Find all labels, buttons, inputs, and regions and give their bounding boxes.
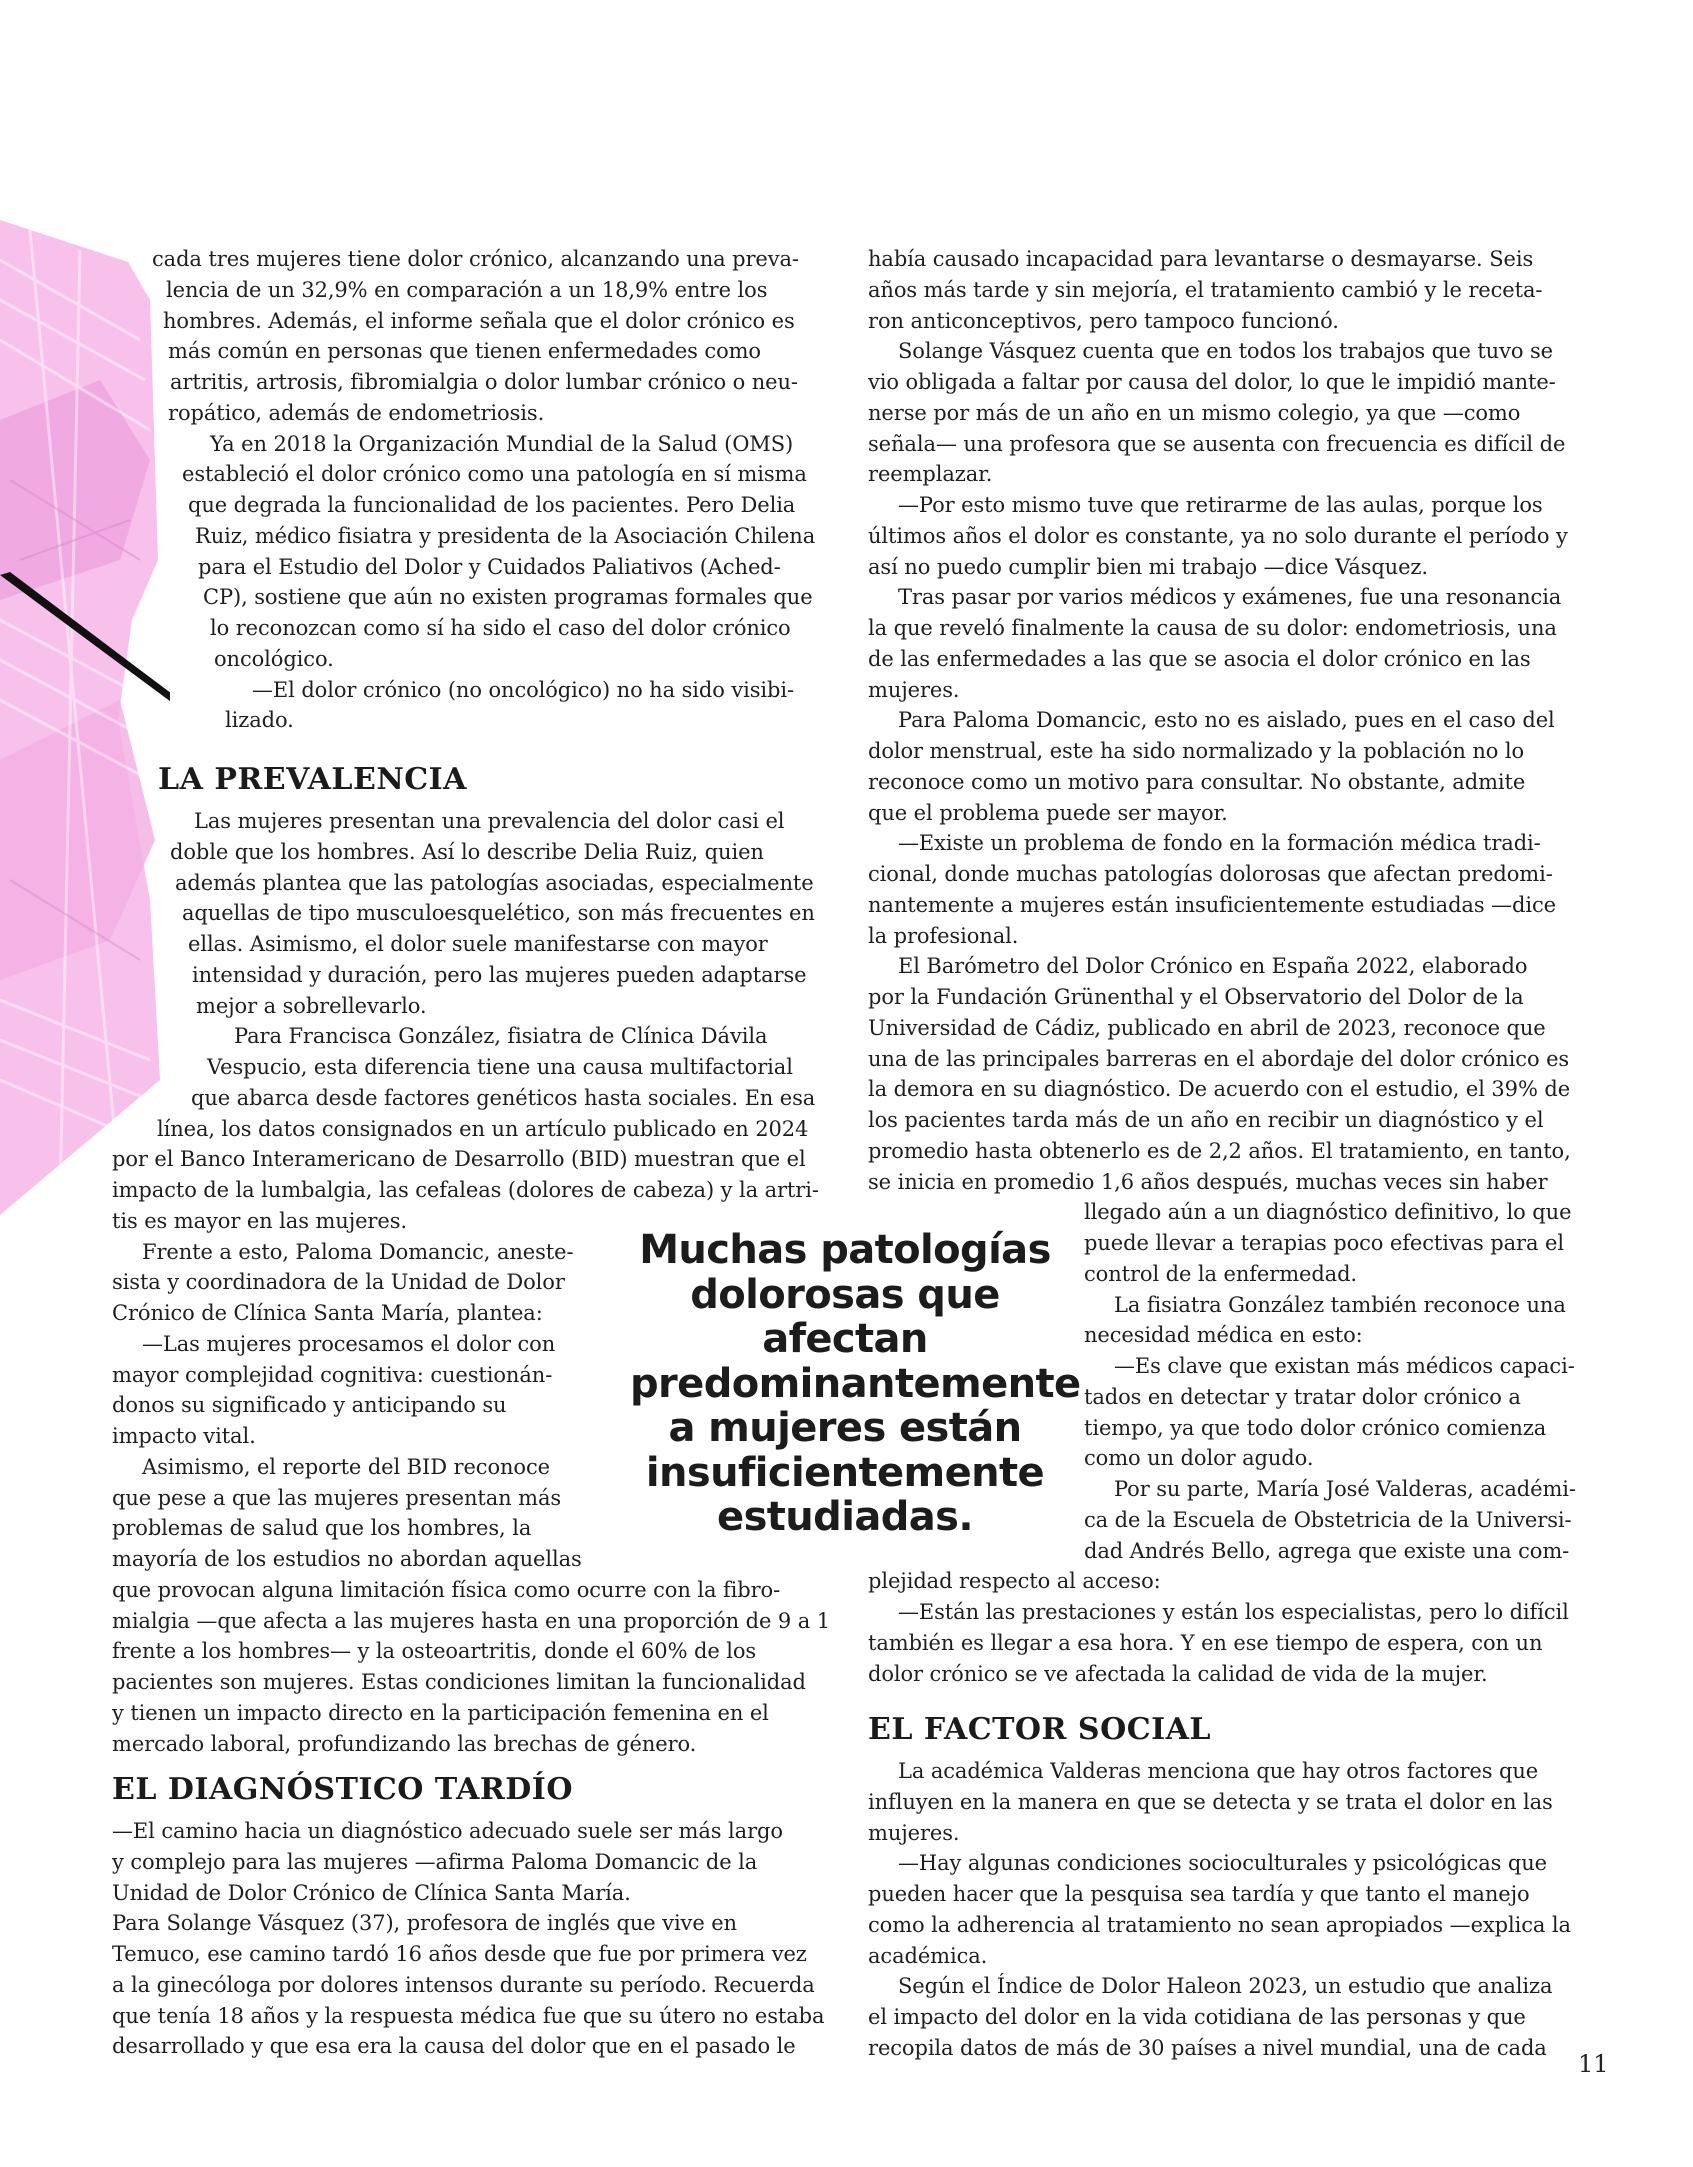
pull-quote-line: insuficientemente xyxy=(645,1449,1045,1496)
decorative-artwork xyxy=(0,0,170,1220)
heading-el-diagnostico-tardio: EL DIAGNÓSTICO TARDÍO xyxy=(112,1772,573,1807)
right-column-line: recopila datos de más de 30 países a nivel mundial, una de cada xyxy=(868,2035,1547,2060)
right-column-line: se inicia en promedio 1,6 años después, muchas veces sin haber xyxy=(868,1169,1548,1194)
right-column-line: dolor menstrual, este ha sido normalizado y la población no lo xyxy=(868,739,1525,763)
left-column-line: que degrada la funcionalidad de los pacientes. Pero Delia xyxy=(188,493,796,517)
left-column-line: cada tres mujeres tiene dolor crónico, alcanzando una preva- xyxy=(152,247,799,271)
right-column-line: la demora en su diagnóstico. De acuerdo con el estudio, el 39% de xyxy=(868,1077,1571,1102)
right-column-line: tados en detectar y tratar dolor crónico a xyxy=(1084,1384,1521,1409)
right-column-line: —Es clave que existan más médicos capaci- xyxy=(1114,1354,1575,1378)
left-column-line: —Las mujeres procesamos el dolor con xyxy=(142,1331,556,1356)
left-column-line: Frente a esto, Paloma Domancic, aneste- xyxy=(142,1239,574,1264)
right-column-line: Universidad de Cádiz, publicado en abril de 2023, reconoce que xyxy=(868,1015,1546,1040)
left-column-line: tis es mayor en las mujeres. xyxy=(112,1208,407,1233)
right-column-line: Para Paloma Domancic, esto no es aislado, pues en el caso del xyxy=(898,708,1555,733)
left-column-line: mayoría de los estudios no abordan aquellas xyxy=(112,1547,582,1571)
right-column-line: vio obligada a faltar por causa del dolor, lo que le impidió mante- xyxy=(868,370,1556,394)
right-column-line: los pacientes tarda más de un año en recibir un diagnóstico y el xyxy=(868,1108,1544,1132)
right-column-line: —Están las prestaciones y están los especialistas, pero lo difícil xyxy=(898,1600,1569,1624)
left-column-line: mercado laboral, profundizando las brechas de género. xyxy=(112,1731,697,1756)
left-column-line: Vespucio, esta diferencia tiene una causa multifactorial xyxy=(207,1055,793,1079)
left-column-line: lizado. xyxy=(225,708,294,733)
left-column-line: desarrollado y que esa era la causa del dolor que en el pasado le xyxy=(112,2034,796,2059)
heading-la-prevalencia: LA PREVALENCIA xyxy=(158,762,467,797)
right-column-line: últimos años el dolor es constante, ya no solo durante el período y xyxy=(868,523,1568,548)
left-column-line: Las mujeres presentan una prevalencia del dolor casi el xyxy=(194,809,785,833)
right-column-line: había causado incapacidad para levantarse o desmayarse. Seis xyxy=(868,247,1534,271)
pull-quote-line: predominantemente xyxy=(630,1360,1081,1407)
right-column-line: El Barómetro del Dolor Crónico en España 2022, elaborado xyxy=(898,954,1528,979)
right-column-line: mujeres. xyxy=(868,1820,960,1845)
left-column-line: a la ginecóloga por dolores intensos durante su período. Recuerda xyxy=(112,1972,815,1997)
left-column-line: Para Solange Vásquez (37), profesora de inglés que vive en xyxy=(112,1911,737,1936)
left-column-line: y tienen un impacto directo en la participación femenina en el xyxy=(112,1700,769,1725)
right-column-line: que el problema puede ser mayor. xyxy=(868,800,1228,825)
right-column-line: por la Fundación Grünenthal y el Observatorio del Dolor de la xyxy=(868,985,1524,1009)
right-column-line: Solange Vásquez cuenta que en todos los trabajos que tuvo se xyxy=(898,339,1553,364)
right-column-line: dolor crónico se ve afectada la calidad de vida de la mujer. xyxy=(868,1661,1488,1686)
left-column-line: ropático, además de endometriosis. xyxy=(168,400,545,425)
left-column-line: además plantea que las patologías asociadas, especialmente xyxy=(175,870,814,895)
right-column-line: plejidad respecto al acceso: xyxy=(868,1569,1161,1594)
right-column-line: reemplazar. xyxy=(868,462,993,487)
left-column-line: Temuco, ese camino tardó 16 años desde que fue por primera vez xyxy=(112,1942,807,1966)
right-column-line: —Hay algunas condiciones socioculturales y psicológicas que xyxy=(898,1851,1547,1876)
right-column-line: necesidad médica en esto: xyxy=(1084,1323,1363,1348)
left-column-line: doble que los hombres. Así lo describe Delia Ruiz, quien xyxy=(170,839,764,864)
right-column-line: puede llevar a terapias poco efectivas para el xyxy=(1084,1231,1564,1255)
right-column-line: cional, donde muchas patologías dolorosas que afectan predomi- xyxy=(868,862,1553,886)
left-column-line: intensidad y duración, pero las mujeres pueden adaptarse xyxy=(192,962,807,987)
pull-quote-line: dolorosas que xyxy=(690,1271,1000,1318)
left-column-line: que provocan alguna limitación física como ocurre con la fibro- xyxy=(112,1577,781,1602)
right-column-line: ca de la Escuela de Obstetricia de la Universi- xyxy=(1084,1507,1572,1532)
left-column-line: mejor a sobrellevarlo. xyxy=(196,993,427,1018)
left-column-line: que tenía 18 años y la respuesta médica fue que su útero no estaba xyxy=(112,2003,825,2028)
page-number: 11 xyxy=(1578,2050,1609,2078)
left-column-line: impacto de la lumbalgia, las cefaleas (dolores de cabeza) y la artri- xyxy=(112,1178,819,1202)
right-column-line: promedio hasta obtenerlo es de 2,2 años. El tratamiento, en tanto, xyxy=(868,1138,1571,1163)
left-column-line: oncológico. xyxy=(214,646,334,671)
right-column-line: nantemente a mujeres están insuficientemente estudiadas —dice xyxy=(868,892,1556,917)
right-column-line: —Por esto mismo tuve que retirarme de las aulas, porque los xyxy=(898,493,1543,517)
pull-quote-line: afectan xyxy=(762,1316,928,1362)
right-column-line: nerse por más de un año en un mismo colegio, ya que —como xyxy=(868,400,1521,425)
right-column-line: la profesional. xyxy=(868,923,1019,948)
left-column-line: impacto vital. xyxy=(112,1424,256,1448)
right-column-line: La fisiatra González también reconoce una xyxy=(1114,1292,1566,1317)
right-column-line: La académica Valderas menciona que hay otros factores que xyxy=(898,1759,1539,1783)
pull-quote xyxy=(630,1227,1081,1540)
left-column-line: —El dolor crónico (no oncológico) no ha sido visibi- xyxy=(252,677,794,702)
left-column-line: mialgia —que afecta a las mujeres hasta en una proporción de 9 a 1 xyxy=(112,1608,831,1633)
left-column-line: problemas de salud que los hombres, la xyxy=(112,1516,532,1541)
left-column-line: lo reconozcan como sí ha sido el caso del dolor crónico xyxy=(210,616,791,640)
left-column-line: Unidad de Dolor Crónico de Clínica Santa María. xyxy=(112,1880,631,1905)
left-column-line: que abarca desde factores genéticos hasta sociales. En esa xyxy=(191,1085,816,1110)
right-column-line: académica. xyxy=(868,1943,988,1968)
left-column-line: mayor complejidad cognitiva: cuestionán- xyxy=(112,1362,553,1387)
left-column-line: Ruiz, médico fisiatra y presidenta de la Asociación Chilena xyxy=(195,523,816,548)
left-column-line: ellas. Asimismo, el dolor suele manifestarse con mayor xyxy=(188,932,768,956)
right-column-line: influyen en la manera en que se detecta y se trata el dolor en las xyxy=(868,1789,1553,1814)
left-column-line: más común en personas que tienen enfermedades como xyxy=(168,339,761,364)
right-column-line: Tras pasar por varios médicos y exámenes, fue una resonancia xyxy=(898,585,1562,610)
right-column-line: de las enfermedades a las que se asocia el dolor crónico en las xyxy=(868,646,1531,671)
left-column-line: pacientes son mujeres. Estas condiciones limitan la funcionalidad xyxy=(112,1670,806,1694)
right-column-line: como la adherencia al tratamiento no sean apropiados —explica la xyxy=(868,1912,1571,1937)
right-column-line: dad Andrés Bello, agrega que existe una com- xyxy=(1084,1538,1570,1563)
left-column-line: Para Francisca González, fisiatra de Clínica Dávila xyxy=(234,1024,768,1049)
right-column-line: también es llegar a esa hora. Y en ese tiempo de espera, con un xyxy=(868,1630,1543,1655)
heading-el-factor-social: EL FACTOR SOCIAL xyxy=(868,1712,1212,1747)
left-column-line: aquellas de tipo musculoesquelético, son más frecuentes en xyxy=(182,901,815,926)
left-column-line: CP), sostiene que aún no existen programas formales que xyxy=(203,585,813,610)
pull-quote-line: estudiadas. xyxy=(717,1494,973,1540)
left-column-line: sista y coordinadora de la Unidad de Dolor xyxy=(112,1270,565,1295)
left-column-line: línea, los datos consignados en un artículo publicado en 2024 xyxy=(157,1116,809,1141)
right-column-line: una de las principales barreras en el abordaje del dolor crónico es xyxy=(868,1046,1570,1071)
left-column-line: estableció el dolor crónico como una patología en sí misma xyxy=(182,462,807,487)
left-column-line: por el Banco Interamericano de Desarrollo (BID) muestran que el xyxy=(112,1147,806,1172)
right-column-line: control de la enfermedad. xyxy=(1084,1261,1358,1286)
right-column-line: —Existe un problema de fondo en la formación médica tradi- xyxy=(898,831,1541,856)
left-column-line: Asimismo, el reporte del BID reconoce xyxy=(142,1454,550,1479)
left-column-line: Ya en 2018 la Organización Mundial de la Salud (OMS) xyxy=(210,431,794,456)
left-column-line: —El camino hacia un diagnóstico adecuado suele ser más largo xyxy=(112,1819,783,1843)
right-column-line: mujeres. xyxy=(868,677,960,702)
right-column-line: así no puedo cumplir bien mi trabajo —dice Vásquez. xyxy=(868,554,1428,579)
right-column-line: llegado aún a un diagnóstico definitivo, lo que xyxy=(1084,1200,1572,1225)
right-column-line: pueden hacer que la pesquisa sea tardía y que tanto el manejo xyxy=(868,1882,1530,1906)
right-column-line: Por su parte, María José Valderas, académi- xyxy=(1114,1477,1576,1501)
left-column-line: frente a los hombres— y la osteoartritis, donde el 60% de los xyxy=(112,1639,757,1664)
pull-quote-line: a mujeres están xyxy=(668,1405,1022,1451)
right-column-line: el impacto del dolor en la vida cotidiana de las personas y que xyxy=(868,2005,1526,2029)
left-column-line: para el Estudio del Dolor y Cuidados Paliativos (Ached- xyxy=(198,554,781,579)
left-column-line: donos su significado y anticipando su xyxy=(112,1393,507,1418)
left-column-line: hombres. Además, el informe señala que el dolor crónico es xyxy=(163,308,795,333)
left-column-line: Crónico de Clínica Santa María, plantea: xyxy=(112,1301,543,1325)
right-column-line: años más tarde y sin mejoría, el tratamiento cambió y le receta- xyxy=(868,277,1543,302)
right-column-line: Según el Índice de Dolor Haleon 2023, un estudio que analiza xyxy=(898,1974,1553,1999)
pull-quote-line: Muchas patologías xyxy=(639,1227,1051,1273)
right-column-line: reconoce como un motivo para consultar. No obstante, admite xyxy=(868,769,1526,794)
right-column-line: como un dolor agudo. xyxy=(1084,1446,1314,1471)
right-column-line: la que reveló finalmente la causa de su dolor: endometriosis, una xyxy=(868,616,1557,640)
right-column-line: ron anticonceptivos, pero tampoco funcionó. xyxy=(868,308,1339,333)
left-column-line: que pese a que las mujeres presentan más xyxy=(112,1485,562,1510)
left-column-line: lencia de un 32,9% en comparación a un 18,9% entre los xyxy=(166,277,768,302)
right-column-line: tiempo, ya que todo dolor crónico comienza xyxy=(1084,1415,1547,1440)
right-column-line: señala— una profesora que se ausenta con frecuencia es difícil de xyxy=(868,431,1566,456)
left-column-line: y complejo para las mujeres —afirma Paloma Domancic de la xyxy=(112,1849,758,1874)
left-column-line: artritis, artrosis, fibromialgia o dolor lumbar crónico o neu- xyxy=(170,370,798,394)
